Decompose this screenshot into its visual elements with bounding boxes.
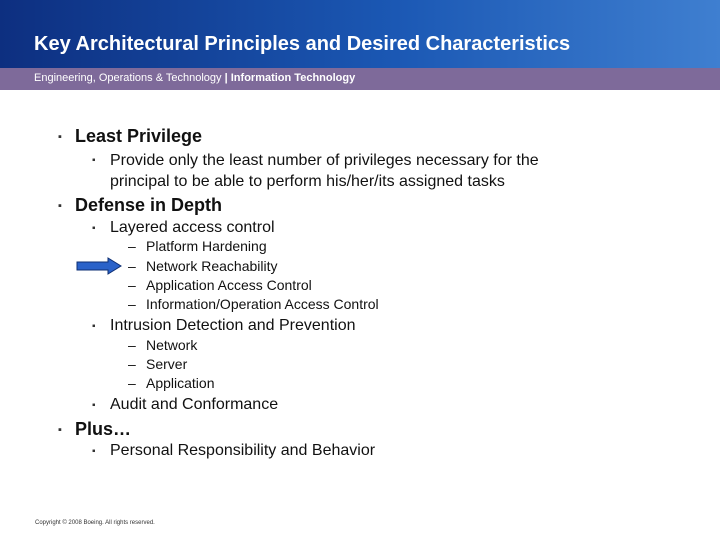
heading-least-privilege: Least Privilege xyxy=(75,126,203,146)
bullet-icon: ▪ xyxy=(58,200,62,212)
list-item: Information/Operation Access Control xyxy=(146,296,379,312)
dash-icon: – xyxy=(128,277,136,293)
slide-subtitle xyxy=(34,72,355,84)
dash-icon: – xyxy=(128,296,136,312)
list-item: Platform Hardening xyxy=(146,238,267,254)
dash-icon: – xyxy=(128,238,136,254)
personal-responsibility: Personal Responsibility and Behavior xyxy=(110,442,376,459)
subtitle-dept: Information Technology xyxy=(230,72,356,84)
bullet-icon: ▪ xyxy=(92,155,96,166)
layered-access-control: Layered access control xyxy=(110,219,275,236)
intrusion-detection: Intrusion Detection and Prevention xyxy=(110,317,356,334)
copyright-notice: Copyright © 2008 Boeing. All rights reserved. xyxy=(35,520,155,526)
right-arrow-icon xyxy=(76,257,122,275)
dash-icon: – xyxy=(128,356,136,372)
subtitle-separator: | xyxy=(224,72,228,84)
dash-icon: – xyxy=(128,258,136,274)
bullet-icon: ▪ xyxy=(58,131,62,143)
slide-title: Key Architectural Principles and Desired Characteristics xyxy=(34,33,571,55)
heading-plus: Plus… xyxy=(75,419,132,439)
least-privilege-detail-line2: principal to be able to perform his/her/its assigned tasks xyxy=(110,173,505,190)
bullet-icon: ▪ xyxy=(92,223,96,234)
least-privilege-detail-line1: Provide only the least number of privileges necessary for the xyxy=(110,152,539,169)
bullet-icon: ▪ xyxy=(92,446,96,457)
bullet-icon: ▪ xyxy=(92,400,96,411)
dash-icon: – xyxy=(128,375,136,391)
list-item: Network Reachability xyxy=(146,258,278,274)
heading-defense-in-depth: Defense in Depth xyxy=(75,195,223,215)
list-item: Application Access Control xyxy=(146,277,312,293)
dash-icon: – xyxy=(128,337,136,353)
subtitle-org: Engineering, Operations & Technology xyxy=(34,72,222,84)
list-item: Application xyxy=(146,375,215,391)
audit-conformance: Audit and Conformance xyxy=(110,396,279,413)
list-item: Server xyxy=(146,356,188,372)
bullet-icon: ▪ xyxy=(92,321,96,332)
list-item: Network xyxy=(146,337,198,353)
bullet-icon: ▪ xyxy=(58,424,62,436)
